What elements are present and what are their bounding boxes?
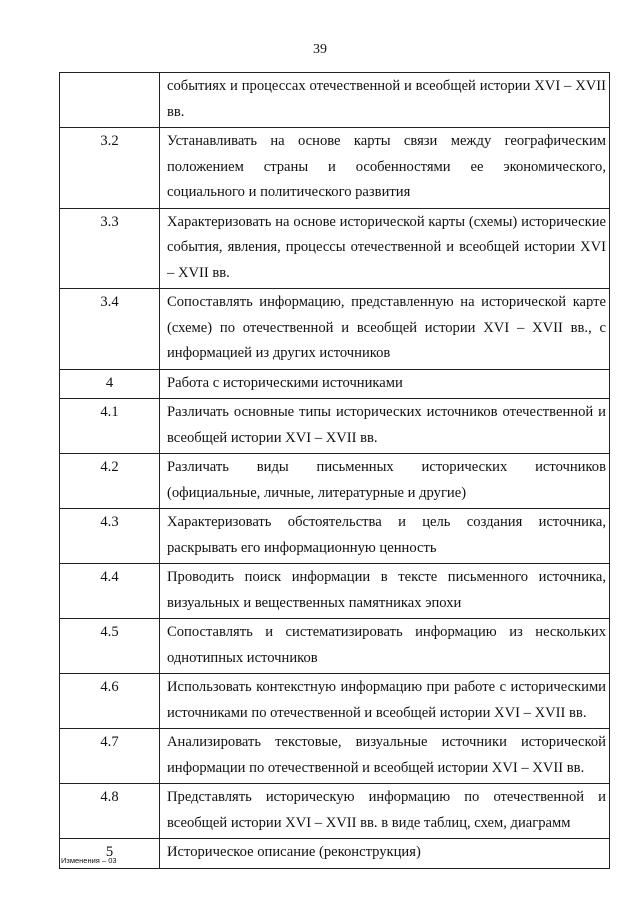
table-row	[60, 73, 610, 128]
table-row	[60, 289, 610, 370]
row-text: Характеризовать обстоятельства и цель создания источника, раскрывать его информационную ценность	[160, 509, 610, 564]
row-code: 4.2	[60, 454, 160, 509]
table-row	[60, 619, 610, 674]
row-text: Использовать контекстную информацию при работе с историческими источниками по отечественной и всеобщей истории XVI – XVII вв.	[160, 674, 610, 729]
row-code	[60, 73, 160, 128]
row-text: Сопоставлять информацию, представленную на исторической карте (схеме) по отечественной и всеобщей истории XVI – XVII вв., с информацией из других источников	[160, 289, 610, 370]
table-row	[60, 509, 610, 564]
row-text: Анализировать текстовые, визуальные источники исторической информации по отечественной и всеобщей истории XVI – XVII вв.	[160, 729, 610, 784]
table-row	[60, 564, 610, 619]
table-row	[60, 674, 610, 729]
table-body	[60, 73, 610, 869]
table-row	[60, 128, 610, 209]
row-code: 4.4	[60, 564, 160, 619]
row-code: 4.8	[60, 784, 160, 839]
row-text: Различать виды письменных исторических источников (официальные, личные, литературные и другие)	[160, 454, 610, 509]
row-code: 4.5	[60, 619, 160, 674]
row-code: 4	[60, 369, 160, 399]
row-text: Характеризовать на основе исторической карты (схемы) исторические события, явления, процессы отечественной и всеобщей истории XVI – XVII вв.	[160, 208, 610, 289]
requirements-table	[59, 72, 610, 869]
row-code: 5	[60, 839, 160, 869]
row-text: Историческое описание (реконструкция)	[160, 839, 610, 869]
table-row	[60, 208, 610, 289]
table-row	[60, 399, 610, 454]
row-text: Устанавливать на основе карты связи между географическим положением страны и особенностями ее экономического, социального и политического развития	[160, 128, 610, 209]
table-row	[60, 369, 610, 399]
row-text: Проводить поиск информации в тексте письменного источника, визуальных и вещественных памятниках эпохи	[160, 564, 610, 619]
page-number: 39	[313, 42, 327, 57]
row-text: событиях и процессах отечественной и всеобщей истории XVI – XVII вв.	[160, 73, 610, 128]
row-code: 4.3	[60, 509, 160, 564]
table-row	[60, 784, 610, 839]
table-row	[60, 454, 610, 509]
row-code: 3.3	[60, 208, 160, 289]
table-row	[60, 729, 610, 784]
row-code: 3.2	[60, 128, 160, 209]
footer-revision-note: Изменения – 03	[61, 856, 117, 865]
row-code: 4.1	[60, 399, 160, 454]
row-text: Различать основные типы исторических источников отечественной и всеобщей истории XVI – XVII вв.	[160, 399, 610, 454]
row-code: 4.6	[60, 674, 160, 729]
row-text: Представлять историческую информацию по отечественной и всеобщей истории XVI – XVII вв. в виде таблиц, схем, диаграмм	[160, 784, 610, 839]
row-code: 4.7	[60, 729, 160, 784]
row-text: Работа с историческими источниками	[160, 369, 610, 399]
row-code: 3.4	[60, 289, 160, 370]
row-text: Сопоставлять и систематизировать информацию из нескольких однотипных источников	[160, 619, 610, 674]
table-row	[60, 839, 610, 869]
